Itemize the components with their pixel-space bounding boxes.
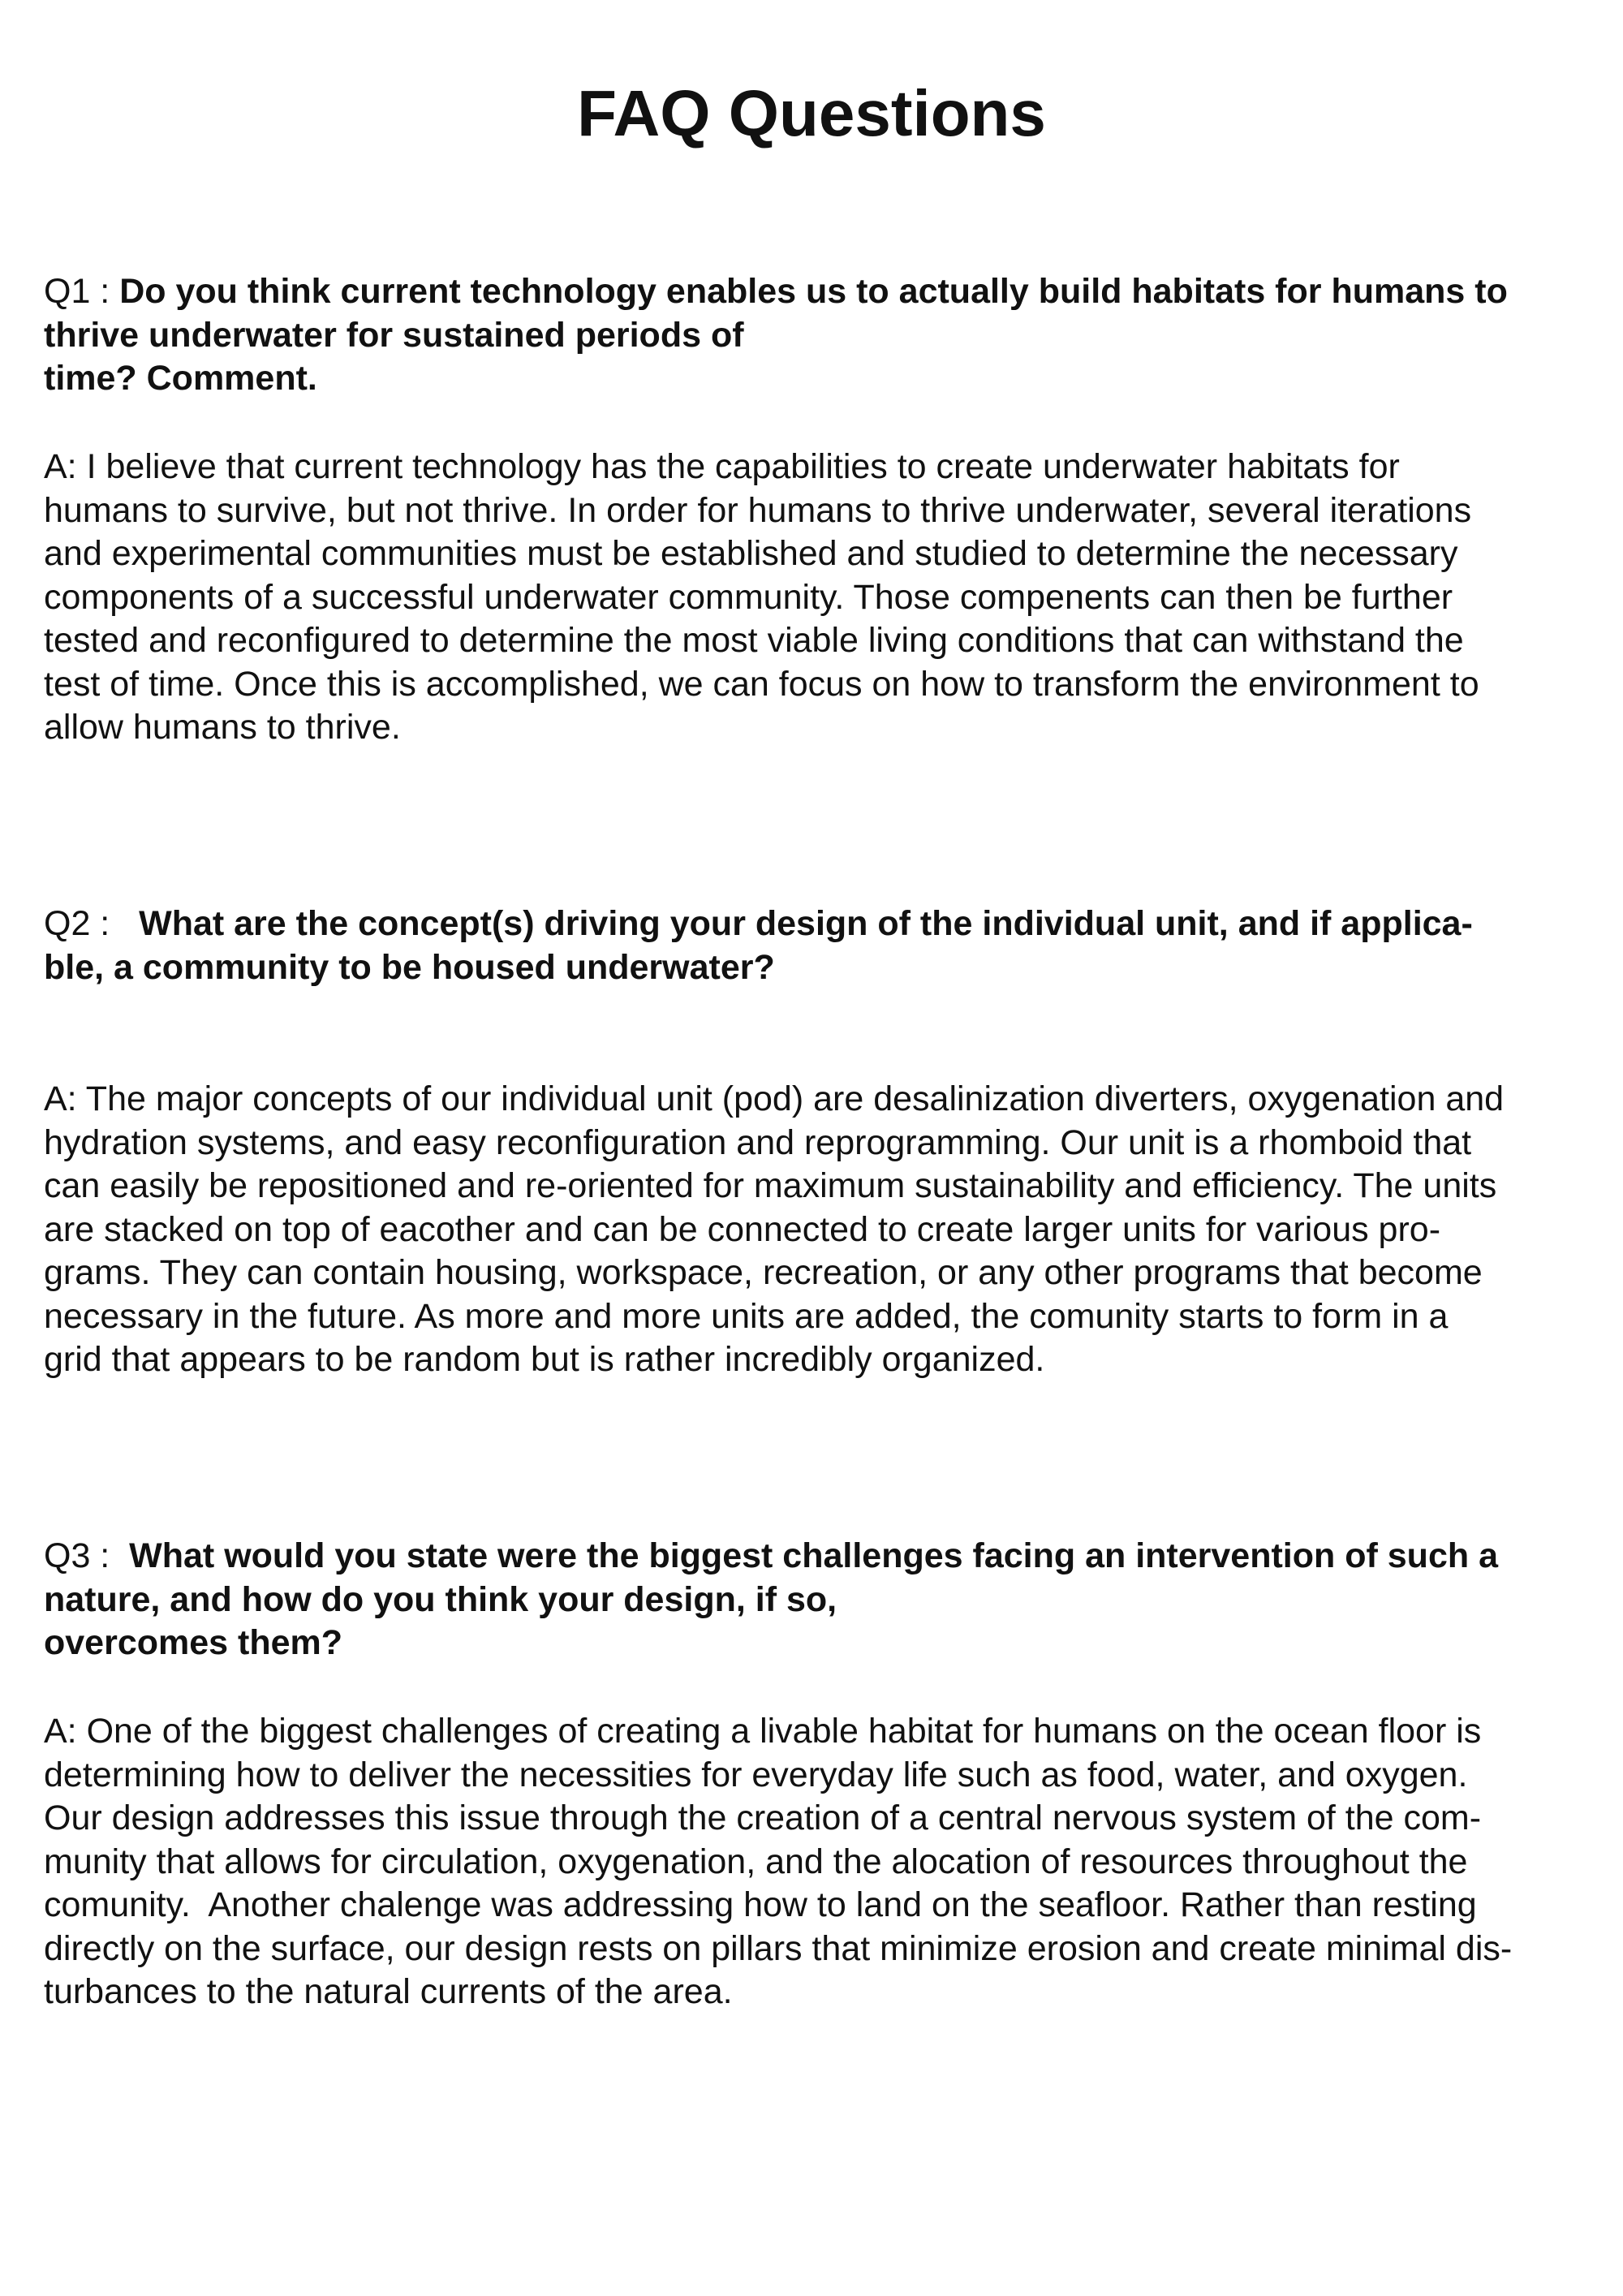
question-text: Do you think current technology enables us to actually build habitats for humans to bbox=[119, 272, 1508, 311]
answer-line: humans to survive, but not thrive. In order for humans to thrive underwater, several iterations bbox=[44, 490, 1472, 530]
answer-line: determining how to deliver the necessities for everyday life such as food, water, and oxygen. bbox=[44, 1755, 1468, 1794]
faq-question-2 bbox=[44, 902, 1586, 989]
answer-line: tested and reconfigured to determine the most viable living conditions that can withstand the bbox=[44, 621, 1464, 660]
answer-line: A: One of the biggest challenges of creating a livable habitat for humans on the ocean floor is bbox=[44, 1712, 1482, 1751]
question-label: Q3 : bbox=[44, 1536, 130, 1575]
answer-line: A: The major concepts of our individual unit (pod) are desalinization diverters, oxygenation and bbox=[44, 1079, 1505, 1118]
question-text: thrive underwater for sustained periods of bbox=[44, 315, 744, 355]
faq-answer-3 bbox=[44, 1710, 1586, 2014]
answer-line: grams. They can contain housing, workspace, recreation, or any other programs that become bbox=[44, 1253, 1483, 1292]
answer-line: turbances to the natural currents of the area. bbox=[44, 1972, 733, 2011]
answer-line: necessary in the future. As more and more units are added, the comunity starts to form in a bbox=[44, 1296, 1449, 1336]
answer-line: Our design addresses this issue through the creation of a central nervous system of the com- bbox=[44, 1798, 1482, 1837]
page-title: FAQ Questions bbox=[577, 77, 1046, 149]
answer-line: and experimental communities must be established and studied to determine the necessary bbox=[44, 534, 1458, 573]
question-text: time? Comment. bbox=[44, 359, 317, 398]
answer-line: hydration systems, and easy reconfiguration and reprogramming. Our unit is a rhomboid that bbox=[44, 1122, 1472, 1162]
question-label: Q2 : bbox=[44, 904, 140, 943]
answer-line: allow humans to thrive. bbox=[44, 708, 401, 747]
answer-line: directly on the surface, our design rests on pillars that minimize erosion and create minimal dis- bbox=[44, 1928, 1513, 1968]
question-line bbox=[44, 1535, 1586, 1579]
answer-line: can easily be repositioned and re-oriented for maximum sustainability and efficiency. The units bbox=[44, 1166, 1497, 1205]
answer-line: A: I believe that current technology has the capabilities to create underwater habitats for bbox=[44, 447, 1400, 486]
question-text: nature, and how do you think your design, if so, bbox=[44, 1579, 837, 1619]
faq-answer-2 bbox=[44, 1078, 1586, 1382]
answer-line: test of time. Once this is accomplished, we can focus on how to transform the environment to bbox=[44, 664, 1479, 704]
question-text: What would you state were the biggest challenges facing an intervention of such a bbox=[129, 1536, 1498, 1575]
question-text: ble, a community to be housed underwater? bbox=[44, 947, 775, 987]
question-label: Q1 : bbox=[44, 272, 120, 311]
answer-line: are stacked on top of eacother and can be connected to create larger units for various pro- bbox=[44, 1209, 1441, 1249]
faq-question-1 bbox=[44, 270, 1586, 401]
answer-line: comunity. Another chalenge was addressing how to land on the seafloor. Rather than resting bbox=[44, 1885, 1477, 1924]
question-line bbox=[44, 902, 1586, 946]
faq-question-3 bbox=[44, 1535, 1586, 1665]
answer-line: grid that appears to be random but is rather incredibly organized. bbox=[44, 1340, 1045, 1379]
answer-line: components of a successful underwater community. Those compenents can then be further bbox=[44, 577, 1453, 617]
question-line bbox=[44, 270, 1586, 314]
faq-answer-1 bbox=[44, 446, 1586, 750]
question-text: What are the concept(s) driving your design of the individual unit, and if applica- bbox=[139, 904, 1473, 943]
answer-line: munity that allows for circulation, oxygenation, and the alocation of resources throughout the bbox=[44, 1842, 1468, 1881]
question-text: overcomes them? bbox=[44, 1623, 343, 1662]
